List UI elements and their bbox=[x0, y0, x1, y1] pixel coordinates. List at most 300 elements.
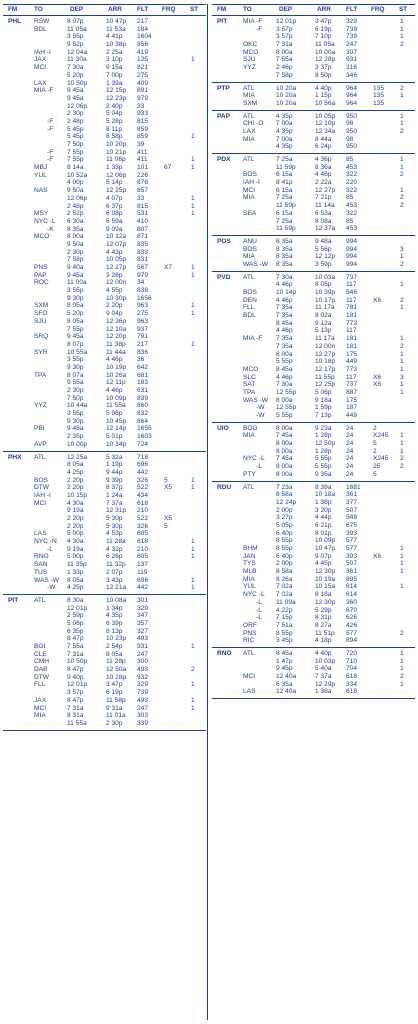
destination-cell: -F bbox=[47, 117, 54, 125]
flight-cell: 950 bbox=[346, 112, 358, 120]
arrival-cell: 8 50p bbox=[315, 71, 332, 79]
arrival-cell: 3 47p bbox=[106, 681, 123, 689]
flight-cell: 85 bbox=[346, 156, 354, 163]
flight-cell: 181 bbox=[346, 342, 358, 350]
flight-cell: 522 bbox=[137, 515, 149, 522]
flight-cell: 85 bbox=[346, 217, 354, 225]
destination-cell: RSW bbox=[34, 18, 50, 25]
flight-cell: 737 bbox=[346, 381, 358, 389]
arrival-cell: 8 02a bbox=[315, 312, 332, 320]
stops-cell: 1 bbox=[191, 56, 195, 64]
frequency-cell: X245 bbox=[373, 455, 389, 463]
arrival-cell: 4 46p bbox=[106, 387, 123, 394]
flight-cell: 531 bbox=[137, 210, 149, 218]
flight-cell: 964 bbox=[346, 84, 358, 92]
schedule-row bbox=[3, 133, 206, 141]
departure-cell: 7 55a bbox=[276, 56, 293, 64]
arrival-cell: 4 40p bbox=[315, 649, 332, 657]
flight-cell: 963 bbox=[137, 317, 149, 325]
flight-cell: 618 bbox=[137, 538, 149, 546]
schedule-row bbox=[3, 553, 206, 561]
arrival-cell: 11 28a bbox=[106, 538, 126, 546]
schedule-row bbox=[3, 515, 206, 523]
frequency-cell: X7 bbox=[164, 264, 173, 271]
arrival-cell: 5 01p bbox=[106, 433, 123, 441]
arrival-cell: 2 07p bbox=[106, 568, 123, 576]
stops-cell: 2 bbox=[400, 629, 404, 637]
departure-cell: 8 35a bbox=[276, 237, 293, 245]
schedule-row bbox=[3, 605, 206, 613]
arrival-cell: 12 14p bbox=[106, 425, 127, 433]
flight-cell: 833 bbox=[137, 248, 149, 256]
flight-cell: 577 bbox=[346, 537, 358, 545]
destination-cell: MCI bbox=[34, 64, 47, 72]
destination-cell: JAX bbox=[34, 56, 47, 64]
departure-cell: 8 47p bbox=[67, 696, 84, 704]
departure-cell: 8 00a bbox=[276, 447, 293, 455]
flight-cell: 101 bbox=[137, 164, 149, 172]
destination-cell: PBI bbox=[34, 425, 45, 433]
arrival-cell: 5 06p bbox=[315, 388, 332, 396]
schedule-row bbox=[3, 538, 206, 546]
destination-cell: SJU bbox=[34, 317, 47, 325]
flight-cell: 887 bbox=[346, 388, 358, 396]
schedule-row bbox=[212, 18, 415, 26]
arrival-cell: 6 24p bbox=[315, 143, 332, 151]
arrival-cell: 10 09p bbox=[315, 537, 336, 545]
arrival-cell: 1 28p bbox=[315, 432, 332, 440]
schedule-row bbox=[212, 560, 415, 568]
departure-cell: 8 05a bbox=[67, 317, 84, 325]
destination-cell: PNS bbox=[34, 264, 48, 271]
departure-cell: 9 45a bbox=[67, 94, 84, 102]
arrival-cell: 9 12a bbox=[315, 319, 332, 327]
arrival-cell: 8 05a bbox=[106, 650, 123, 658]
arrival-cell: 9 31a bbox=[106, 704, 123, 712]
flight-cell: 98 bbox=[346, 120, 354, 128]
departure-cell: 5 05p bbox=[276, 521, 293, 529]
departure-cell: 11 55a bbox=[67, 719, 87, 727]
schedule-row bbox=[212, 366, 415, 374]
departure-cell: 9 48a bbox=[67, 425, 84, 433]
left-column bbox=[3, 4, 206, 731]
arrival-cell: 1 38p bbox=[315, 498, 332, 506]
destination-cell: NYC -L bbox=[34, 217, 56, 225]
flight-cell: 859 bbox=[137, 125, 149, 133]
flight-cell: 24 bbox=[346, 447, 354, 455]
schedule-row bbox=[212, 143, 415, 151]
schedule-row bbox=[212, 614, 415, 622]
arrival-cell: 2 20p bbox=[106, 302, 123, 310]
destination-cell: BDL bbox=[243, 312, 256, 320]
arrival-cell: 7 00p bbox=[106, 71, 123, 79]
departure-cell: 10 15p bbox=[67, 491, 88, 499]
stops-cell: 2 bbox=[400, 296, 404, 304]
stops-cell: 2 bbox=[400, 194, 404, 202]
flight-cell: 642 bbox=[137, 363, 149, 371]
stops-cell: 1 bbox=[400, 381, 404, 389]
flight-cell: 247 bbox=[137, 704, 149, 712]
schedule-row bbox=[3, 41, 206, 49]
arrival-cell: 5 30p bbox=[106, 522, 123, 530]
departure-cell: 8 00a bbox=[276, 463, 293, 471]
arrival-cell: 8 36a bbox=[315, 163, 332, 171]
schedule-row bbox=[3, 302, 206, 310]
departure-cell: 2 20p bbox=[67, 522, 84, 530]
departure-cell: 8 47p bbox=[67, 635, 84, 643]
schedule-row bbox=[3, 658, 206, 666]
flight-cell: 979 bbox=[137, 94, 149, 102]
schedule-row bbox=[3, 628, 206, 636]
stops-cell: 1 bbox=[191, 584, 195, 592]
departure-cell: 4 25p bbox=[67, 468, 84, 476]
schedule-row bbox=[212, 202, 415, 210]
arrival-cell: 12 30p bbox=[315, 598, 336, 606]
departure-cell: 5 00p bbox=[67, 553, 84, 561]
origin-section-pit bbox=[212, 16, 415, 83]
schedule-row bbox=[3, 33, 206, 41]
destination-cell: OKC bbox=[243, 41, 258, 49]
header-fm: FM bbox=[8, 6, 18, 14]
departure-cell: 7 15p bbox=[276, 614, 293, 622]
schedule-row bbox=[212, 630, 415, 638]
schedule-row bbox=[212, 432, 415, 440]
departure-cell: 9 30p bbox=[67, 417, 84, 425]
departure-cell: 4 46p bbox=[276, 373, 293, 381]
destination-cell: YUL bbox=[243, 583, 256, 591]
arrival-cell: 12 25p bbox=[106, 187, 127, 195]
arrival-cell: 10 28p bbox=[106, 673, 127, 681]
flight-cell: 839 bbox=[137, 394, 149, 402]
arrival-cell: 2 22a bbox=[315, 179, 332, 187]
arrival-cell: 12 37a bbox=[315, 225, 336, 233]
destination-cell: MIA bbox=[243, 135, 255, 143]
departure-cell: 2 52p bbox=[67, 210, 84, 218]
arrival-cell: 8 11p bbox=[106, 125, 123, 133]
arrival-cell: 5 29p bbox=[315, 606, 332, 614]
schedule-row bbox=[212, 246, 415, 254]
departure-cell: 6 40p bbox=[276, 529, 293, 537]
arrival-cell: 3 59p bbox=[315, 260, 332, 268]
arrival-cell: 1 59p bbox=[315, 404, 332, 412]
destination-cell: MBJ bbox=[34, 164, 48, 172]
departure-cell: 8 05a bbox=[67, 461, 84, 469]
schedule-row bbox=[3, 410, 206, 418]
arrival-cell: 10 09p bbox=[106, 394, 127, 402]
stops-cell: 1 bbox=[191, 484, 195, 492]
stops-cell: 1 bbox=[191, 538, 195, 546]
schedule-row bbox=[3, 87, 206, 95]
origin-code: PHL bbox=[8, 18, 22, 25]
arrival-cell: 1 28p bbox=[315, 447, 332, 455]
arrival-cell: 10 56a bbox=[315, 99, 336, 107]
schedule-row bbox=[212, 688, 415, 696]
flight-cell: 964 bbox=[346, 92, 358, 100]
stops-cell: 1 bbox=[191, 164, 195, 172]
flight-cell: 442 bbox=[137, 584, 149, 592]
departure-cell: 5 45p bbox=[67, 133, 84, 141]
flight-cell: 434 bbox=[137, 491, 149, 499]
destination-cell: MCI bbox=[34, 499, 47, 507]
flight-cell: 334 bbox=[346, 680, 358, 688]
flight-cell: 807 bbox=[137, 225, 149, 233]
schedule-row bbox=[3, 172, 206, 180]
arrival-cell: 8 08a bbox=[315, 217, 332, 225]
flight-cell: 675 bbox=[346, 521, 358, 529]
schedule-row bbox=[212, 100, 415, 108]
departure-cell: 7 55a bbox=[67, 643, 84, 650]
header-frq: FRQ bbox=[162, 6, 176, 14]
departure-cell: 6 15a bbox=[276, 171, 293, 179]
destination-cell: SEA bbox=[243, 209, 257, 217]
schedule-row bbox=[3, 295, 206, 303]
flight-cell: 393 bbox=[346, 552, 358, 560]
schedule-row bbox=[3, 149, 206, 157]
flight-cell: 210 bbox=[137, 507, 149, 515]
flight-cell: 409 bbox=[137, 79, 149, 87]
destination-cell: -F bbox=[47, 148, 54, 156]
arrival-cell: 5 04p bbox=[106, 110, 123, 118]
flight-cell: 303 bbox=[137, 712, 149, 720]
arrival-cell: 12 23p bbox=[106, 94, 127, 102]
schedule-row bbox=[3, 643, 206, 651]
destination-cell: -W bbox=[47, 584, 56, 592]
flight-cell: 937 bbox=[137, 325, 149, 333]
departure-cell: 3 55p bbox=[67, 33, 84, 41]
arrival-cell: 9 07p bbox=[315, 552, 332, 560]
departure-cell: 9 55a bbox=[67, 379, 84, 387]
schedule-row bbox=[212, 658, 415, 666]
flight-cell: 895 bbox=[346, 575, 358, 583]
header-arr: ARR bbox=[317, 6, 331, 14]
departure-cell: 5 00p bbox=[67, 530, 84, 538]
stops-cell: 2 bbox=[400, 455, 404, 463]
arrival-cell: 11 44a bbox=[106, 348, 126, 356]
schedule-row bbox=[3, 720, 206, 728]
schedule-row bbox=[212, 591, 415, 599]
destination-cell: NYC -L bbox=[243, 591, 265, 599]
frequency-cell: 135 bbox=[373, 92, 385, 100]
arrival-cell: 3 43p bbox=[106, 576, 123, 584]
departure-cell: 6 30a bbox=[67, 217, 84, 225]
arrival-cell: 5 32a bbox=[106, 453, 123, 461]
stops-cell: 1 bbox=[191, 545, 195, 553]
schedule-row bbox=[3, 279, 206, 287]
flight-cell: 410 bbox=[137, 217, 149, 225]
departure-cell: 10 50p bbox=[67, 658, 88, 666]
header-flt: FLT bbox=[346, 6, 358, 14]
departure-cell: 6 40p bbox=[276, 552, 293, 560]
arrival-cell: 12 06p bbox=[106, 171, 127, 179]
schedule-row bbox=[212, 471, 415, 479]
destination-cell: -L bbox=[256, 606, 262, 614]
origin-code: PDX bbox=[217, 156, 231, 163]
schedule-row bbox=[3, 612, 206, 620]
destination-cell: PTY bbox=[243, 470, 256, 478]
departure-cell: 3 45p bbox=[276, 637, 293, 645]
destination-cell: MIA bbox=[243, 92, 255, 100]
departure-cell: 10 20a bbox=[276, 99, 297, 107]
arrival-cell: 6 39p bbox=[106, 619, 123, 627]
flight-cell: 724 bbox=[137, 440, 149, 448]
schedule-row bbox=[3, 356, 206, 364]
departure-cell: 7 31a bbox=[276, 41, 293, 49]
origin-code: UIO bbox=[217, 424, 229, 432]
arrival-cell: 9 39p bbox=[106, 476, 123, 484]
departure-cell: 6 35a bbox=[276, 680, 293, 688]
destination-cell: BOS bbox=[243, 171, 257, 179]
arrival-cell: 5 55p bbox=[315, 455, 332, 463]
arrival-cell: 10 03a bbox=[315, 273, 336, 281]
stops-cell: 1 bbox=[400, 163, 404, 171]
arrival-cell: 2 30p bbox=[106, 719, 123, 727]
arrival-cell: 1 38a bbox=[315, 688, 332, 696]
schedule-row bbox=[212, 412, 415, 420]
departure-cell: 8 00a bbox=[276, 470, 293, 478]
flight-cell: 860 bbox=[137, 402, 149, 410]
schedule-row bbox=[212, 374, 415, 382]
arrival-cell: 5 14p bbox=[106, 179, 123, 187]
schedule-row bbox=[212, 72, 415, 80]
destination-cell: FLL bbox=[243, 304, 255, 312]
destination-cell: BOS bbox=[243, 289, 257, 296]
schedule-row bbox=[212, 440, 415, 448]
arrival-cell: 6 53a bbox=[315, 209, 332, 217]
schedule-row bbox=[212, 507, 415, 515]
schedule-row bbox=[3, 469, 206, 477]
flight-cell: 546 bbox=[346, 289, 358, 296]
schedule-row bbox=[212, 514, 415, 522]
departure-cell: 10 55a bbox=[67, 348, 88, 356]
flight-cell: 696 bbox=[137, 576, 149, 584]
arrival-cell: 8 37p bbox=[106, 484, 123, 492]
destination-cell: SRQ bbox=[34, 333, 49, 341]
arrival-cell: 10 34p bbox=[106, 440, 127, 448]
departure-cell: 9 30p bbox=[67, 363, 84, 371]
flight-cell: 24 bbox=[346, 440, 354, 448]
destination-cell: PAP bbox=[34, 271, 47, 279]
schedule-row bbox=[212, 576, 415, 584]
departure-cell: 5 06p bbox=[67, 619, 84, 627]
arrival-cell: 2 25a bbox=[106, 48, 123, 56]
flight-cell: 426 bbox=[346, 621, 358, 629]
destination-cell: MIA bbox=[243, 253, 255, 261]
header-dep: DEP bbox=[279, 6, 293, 14]
stops-cell: 1 bbox=[400, 335, 404, 343]
arrival-cell: 6 08p bbox=[106, 210, 123, 218]
departure-cell: 5 20p bbox=[67, 71, 84, 79]
departure-cell: 7 30a bbox=[276, 273, 293, 281]
arrival-cell: 9 48a bbox=[315, 237, 332, 245]
flight-cell: 933 bbox=[137, 110, 149, 118]
departure-cell: 12 01p bbox=[276, 18, 297, 25]
flight-cell: 618 bbox=[137, 499, 149, 507]
flight-cell: 507 bbox=[346, 506, 358, 514]
destination-cell: NAS bbox=[34, 187, 48, 195]
flight-cell: 210 bbox=[137, 545, 149, 553]
arrival-cell: 6 59a bbox=[106, 217, 123, 225]
flight-cell: 24 bbox=[346, 424, 354, 432]
stops-cell: 2 bbox=[400, 463, 404, 471]
departure-cell: 7 31a bbox=[67, 650, 84, 658]
flight-cell: 316 bbox=[346, 64, 358, 72]
stops-cell: 1 bbox=[191, 704, 195, 712]
schedule-row bbox=[212, 85, 415, 93]
arrival-cell: 10 26a bbox=[106, 371, 127, 379]
origin-code: PTP bbox=[217, 84, 230, 92]
flight-cell: 994 bbox=[346, 260, 358, 268]
departure-cell: 8 55p bbox=[276, 629, 293, 637]
flight-cell: 859 bbox=[137, 133, 149, 141]
destination-cell: BDL bbox=[34, 25, 47, 33]
departure-cell: 4 46p bbox=[276, 327, 293, 335]
destination-cell: MCI bbox=[243, 186, 256, 194]
departure-cell: 8 35a bbox=[276, 245, 293, 253]
schedule-row bbox=[3, 523, 206, 531]
schedule-row bbox=[212, 335, 415, 343]
arrival-cell: 1 34p bbox=[106, 604, 123, 612]
destination-cell: SYR bbox=[34, 348, 48, 356]
destination-cell: -W bbox=[256, 412, 265, 419]
departure-cell: 8 41p bbox=[276, 179, 293, 187]
arrival-cell: 10 05p bbox=[106, 256, 127, 264]
destination-cell: MLB bbox=[243, 568, 257, 576]
destination-cell: MSY bbox=[34, 210, 49, 218]
schedule-row bbox=[212, 56, 415, 64]
flight-cell: 326 bbox=[137, 476, 149, 484]
schedule-row bbox=[212, 281, 415, 289]
arrival-cell: 4 32p bbox=[106, 545, 123, 553]
destination-cell: -F bbox=[256, 25, 263, 33]
departure-cell: 5 55p bbox=[276, 358, 293, 366]
arrival-cell: 8 39a bbox=[315, 483, 332, 491]
arrival-cell: 10 00a bbox=[315, 48, 336, 56]
stops-cell: 1 bbox=[400, 156, 404, 163]
flight-cell: 994 bbox=[346, 245, 358, 253]
destination-cell: BOG bbox=[243, 424, 258, 432]
origin-section-rdu bbox=[212, 482, 415, 648]
arrival-cell: 10 03p bbox=[315, 657, 336, 665]
frequency-cell: 5 bbox=[164, 522, 168, 530]
header-dep: DEP bbox=[70, 6, 84, 14]
destination-cell: MIA bbox=[243, 432, 255, 440]
schedule-row bbox=[212, 463, 415, 471]
arrival-cell: 1 19p bbox=[106, 461, 123, 469]
destination-cell: MIA -F bbox=[243, 18, 263, 25]
schedule-row bbox=[3, 80, 206, 88]
departure-cell: 1 47p bbox=[276, 657, 293, 665]
left-sections bbox=[3, 16, 206, 731]
schedule-row bbox=[212, 171, 415, 179]
flight-cell: 835 bbox=[137, 240, 149, 248]
arrival-cell: 5 55p bbox=[315, 463, 332, 471]
departure-cell: 8 05a bbox=[67, 302, 84, 310]
arrival-cell: 8 27a bbox=[315, 621, 332, 629]
schedule-row bbox=[212, 622, 415, 630]
flight-cell: 329 bbox=[346, 18, 358, 25]
departure-cell: 8 26a bbox=[276, 575, 293, 583]
stops-cell: 1 bbox=[191, 271, 195, 279]
destination-cell: DEN bbox=[243, 296, 257, 304]
arrival-cell: 5 13p bbox=[315, 327, 332, 335]
arrival-cell: 2 40p bbox=[106, 102, 123, 110]
schedule-row bbox=[212, 136, 415, 144]
flight-cell: 994 bbox=[346, 237, 358, 245]
header-fm: FM bbox=[217, 6, 227, 14]
stops-cell: 1 bbox=[400, 388, 404, 396]
stops-cell: 1 bbox=[191, 264, 195, 271]
schedule-row bbox=[3, 454, 206, 462]
